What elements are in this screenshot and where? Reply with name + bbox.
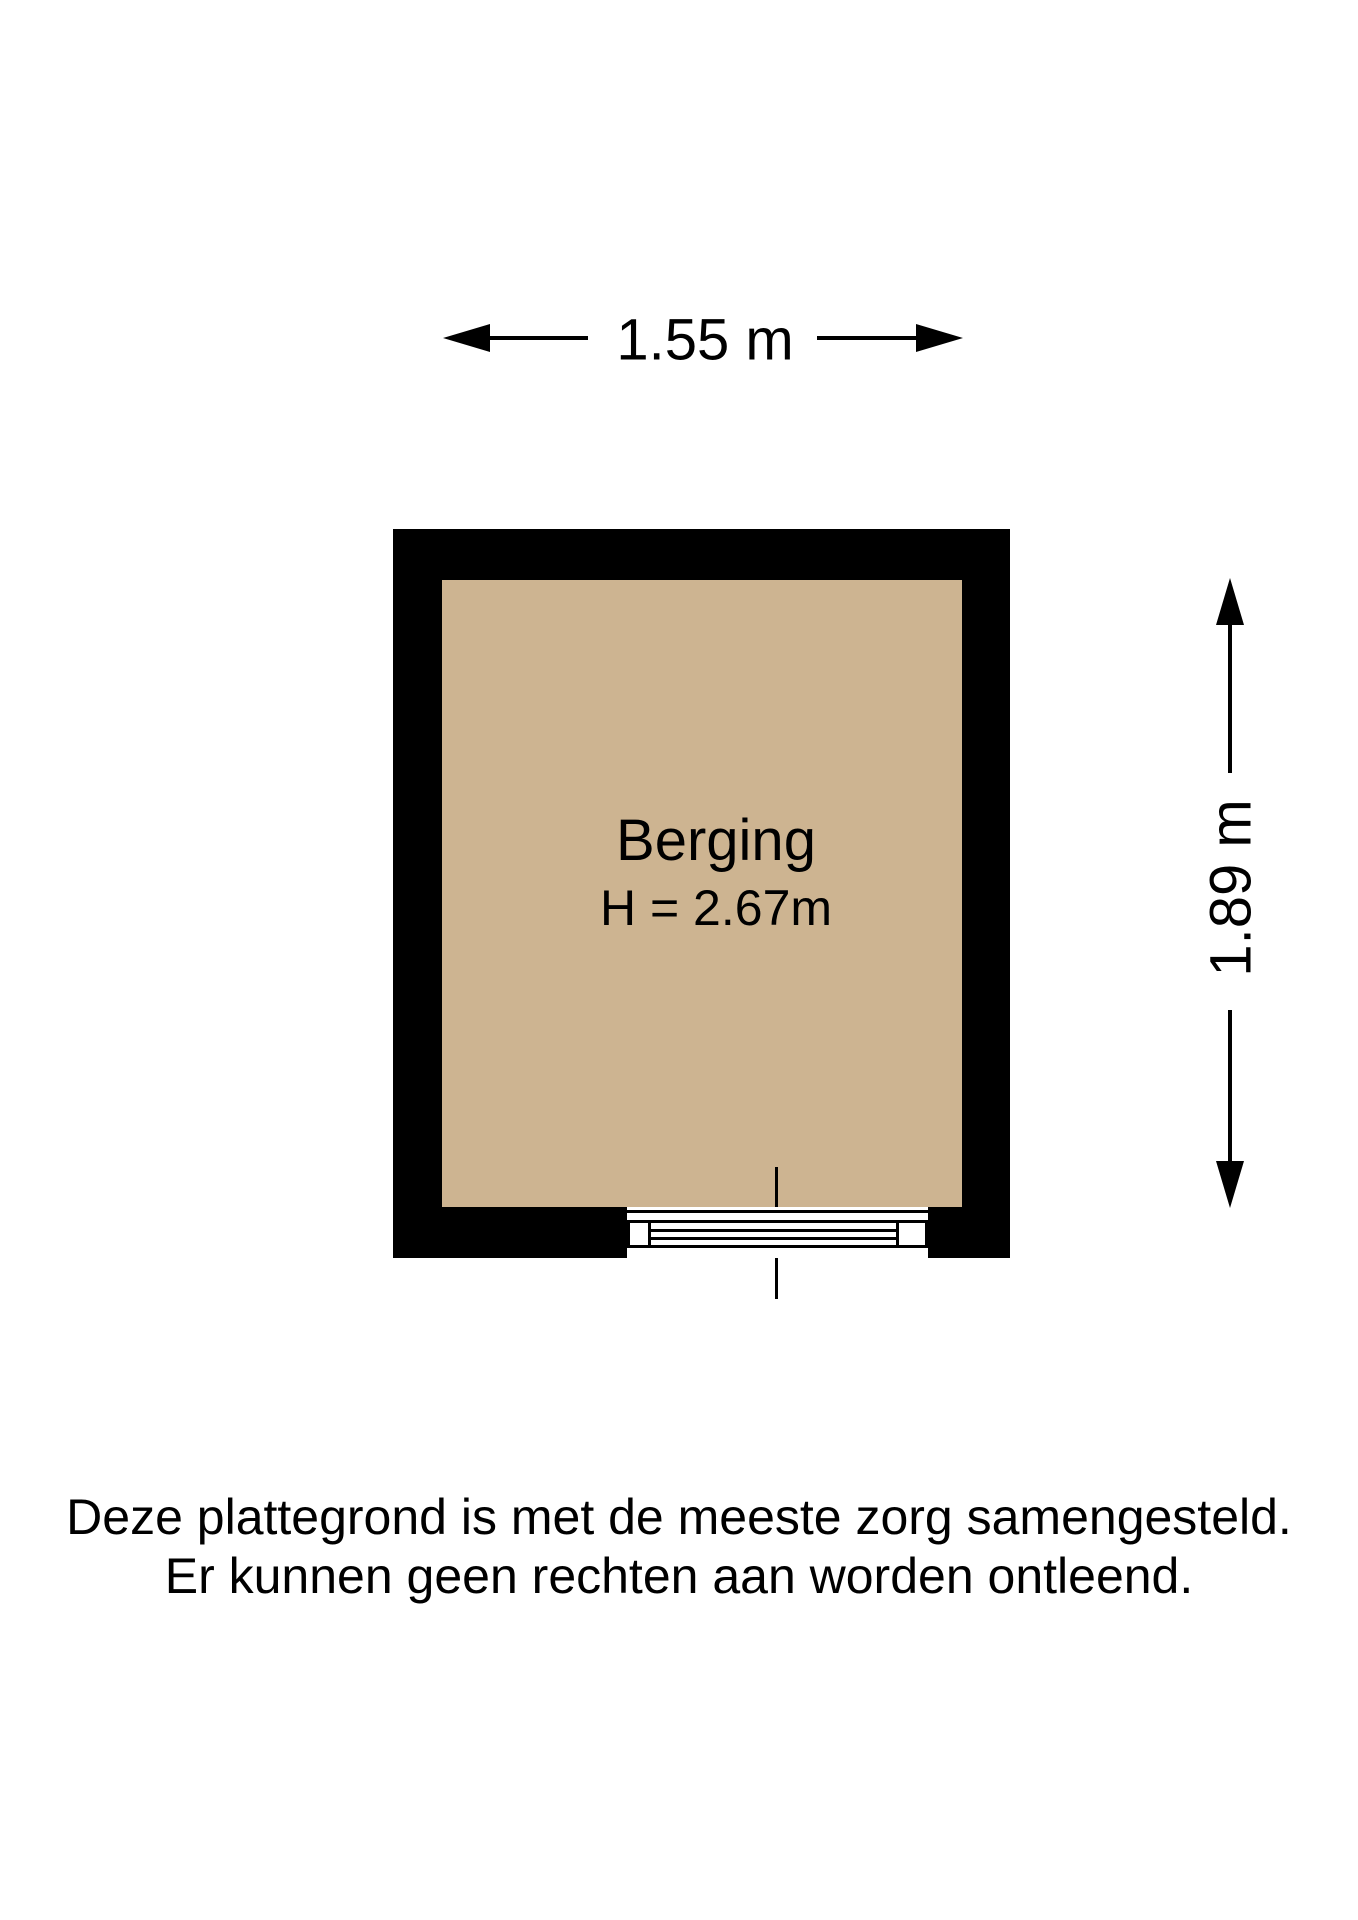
door-panel-line (651, 1229, 896, 1232)
disclaimer (0, 1488, 1358, 1606)
room-label-block (600, 806, 832, 938)
disclaimer-line-2: Er kunnen geen rechten aan worden ontleend. (164, 1548, 1194, 1604)
door-center-tick-top (775, 1167, 778, 1207)
room-name: Berging (616, 808, 816, 873)
door-center-tick-bottom (775, 1258, 778, 1299)
arrow-left-icon (443, 324, 490, 352)
room-ceiling-height: H = 2.67m (599, 880, 833, 936)
depth-dimension-label: 1.89 m (1198, 799, 1264, 977)
width-dimension-label: 1.55 m (616, 307, 794, 373)
disclaimer-line-1: Deze plattegrond is met de meeste zorg samengesteld. (66, 1489, 1292, 1545)
door-panel-line (651, 1237, 896, 1240)
arrow-right-icon (916, 324, 963, 352)
arrow-up-icon (1216, 578, 1244, 625)
door-jamb-right (896, 1220, 928, 1248)
arrow-down-icon (1216, 1161, 1244, 1208)
door-frame-line (627, 1210, 928, 1213)
sliding-door-panel (648, 1220, 899, 1248)
